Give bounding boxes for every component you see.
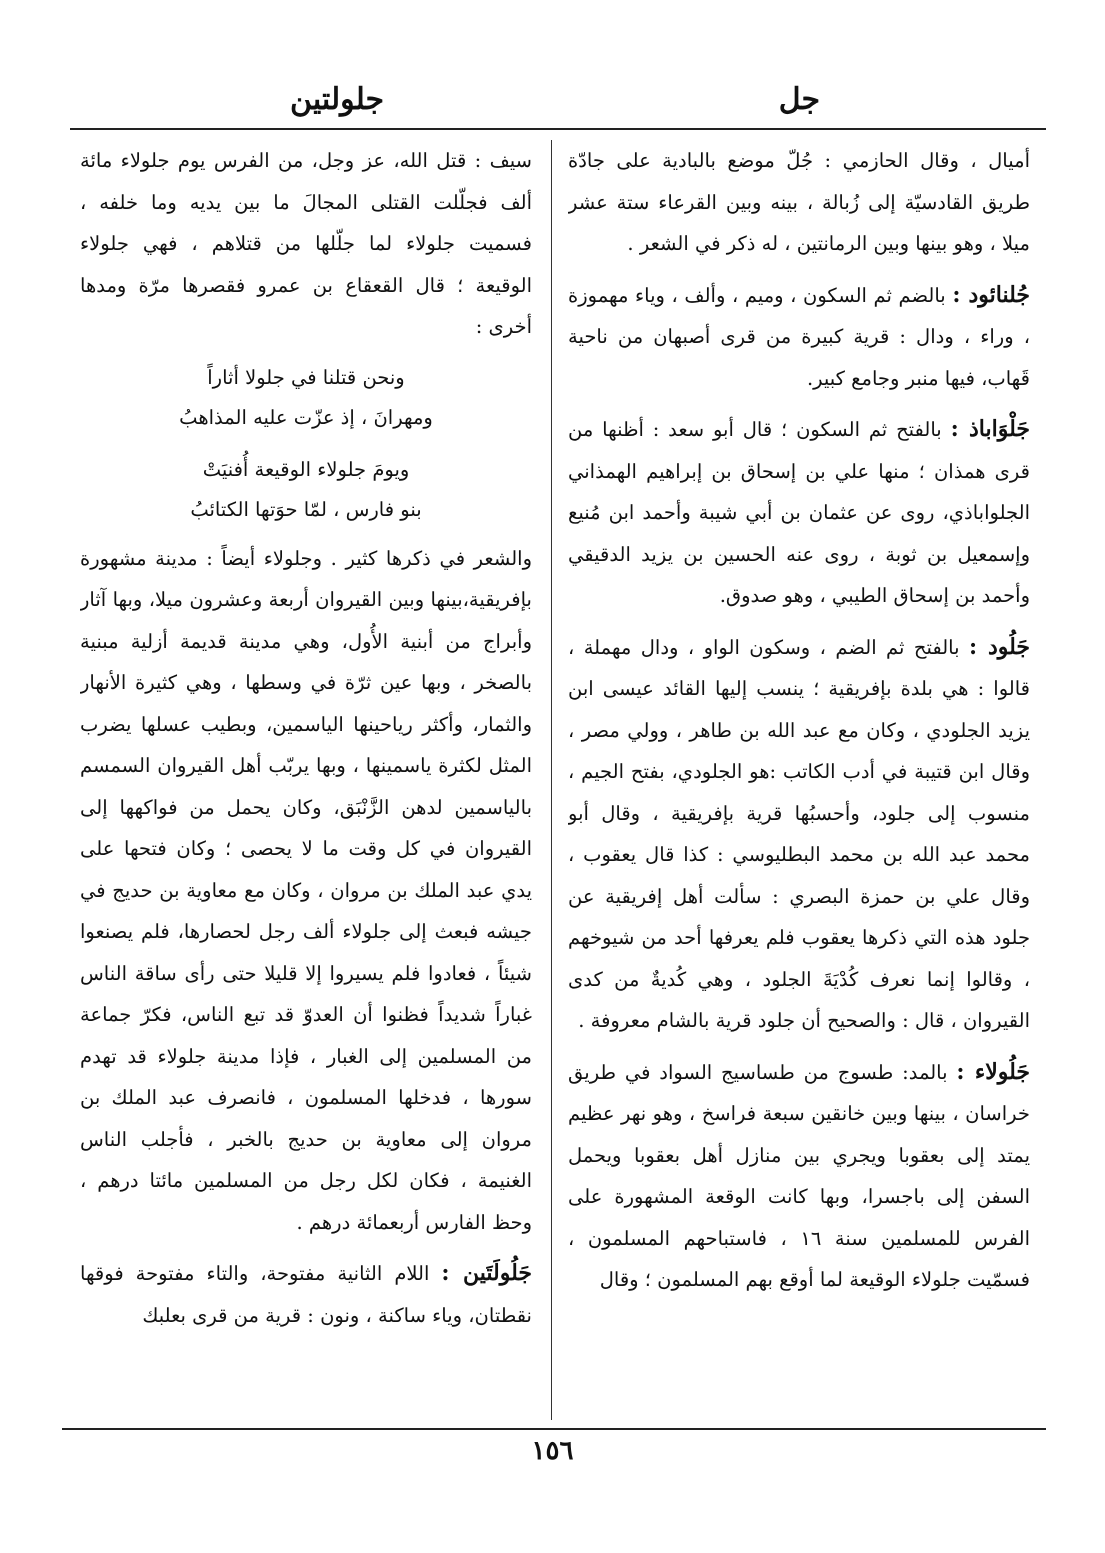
page-header: [0, 82, 1105, 122]
entry-text: بالفتح ثم السكون ؛ قال أبو سعد : أظنها من قرى همذان ؛ منها علي بن إسحاق بن إبراهيم الهمذاني الجلواباذي، روى عن عثمان بن أبي شيبة وأحمد ابن مُنيع وإسمعيل بن ثوبة ، روى عنه الحسين بن يزيد الدقيقي وأحمد بن إسحاق الطيبي ، وهو صدوق.: [568, 418, 1030, 607]
headword: جَلُود :: [968, 633, 1030, 660]
headword: جَلْوَاباذ :: [950, 416, 1030, 442]
footer-rule: [62, 1428, 1046, 1430]
entry-paragraph: والشعر في ذكرها كثير . وجلولاء أيضاً : مدينة مشهورة بإفريقية،بينها وبين القيروان أربعة وعشرون ميلا، وبها آثار وأبراج من أبنية الأُول، وهي مدينة قديمة أزلية مبنية بالصخر ، وبها عين ثرّة في وسطها ، وهي كثيرة الأنهار والثمار، وأكثر رياحينها الياسمين، وبطيب عسلها يضرب المثل لكثرة ياسمينها ، وبها يربّب أهل القيروان السمسم بالياسمين لدهن الزَّنْبَق، وكان يحمل من فواكهها إلى القيروان في كل وقت ما لا يحصى ؛ وكان فتحها على يدي عبد الملك بن مروان ، وكان مع معاوية بن حديج في جيشه فبعث إلى جلولاء ألف رجل لحصارها، فلم يصنعوا شيئاً ، فعادوا فلم يسيروا إلا قليلا حتى رأى ساقة الناس غباراً شديداً فظنوا أن العدوّ قد تبع الناس، فكرّ جماعة من المسلمين إلى الغبار ، فإذا مدينة جلولاء قد تهدم سورها ، فدخلها المسلمون ، فانصرف عبد الملك بن مروان إلى معاوية بن حديج بالخبر ، فأجلب الناس الغنيمة ، فكان لكل رجل من المسلمين مائتا درهم ، وحظ الفارس أربعمائة درهم .: [80, 546, 532, 1234]
column-divider: [551, 140, 552, 1420]
entry-continuation: أميال ، وقال الحازمي : جُلّ موضع بالبادية على جادّة طريق القادسيّة إلى زُبالة ، بينه وبين القرعاء ستة عشر ميلا ، وهو بينها وبين الرمانتين ، له ذكر في الشعر .: [568, 149, 1030, 255]
headword: جُلنائود :: [952, 281, 1030, 308]
verse-line: ويومَ جلولاء الوقيعة أُفنيَتْ: [202, 457, 410, 481]
entry-jalula: [568, 1052, 1030, 1301]
headword: جَلُولَتَين :: [441, 1260, 532, 1286]
entry-jalud: [568, 627, 1030, 1042]
running-head-left: جلولتين: [290, 82, 385, 117]
entry-julnaud: [568, 275, 1030, 400]
verse-line: بنو فارس ، لمّا حوَتها الكتائبُ: [190, 497, 422, 521]
entry-text: بالفتح ثم الضم ، وسكون الواو ، ودال مهملة ، قالوا : هي بلدة بإفريقية ؛ ينسب إليها القائد عيسى ابن يزيد الجلودي ، وكان مع عبد الله بن طاهر ، وولي مصر ، وقال ابن قتيبة في أدب الكاتب :هو الجلودي، بفتح الجيم ، منسوب إلى جلود، وأحسبُها قرية بإفريقية ، وقال أبو محمد عبد الله بن محمد البطليوسي : كذا قال يعقوب ، وقال علي بن حمزة البصري : سألت أهل إفريقية عن جلود هذه التي ذكرها يعقوب فلم يعرفها أحد من شيوخهم ، وقالوا إنما نعرف كُدْيَةَ الجلود ، وهي كُديةٌ من كدى القيروان ، قال : والصحيح أن جلود قرية بالشام معروفة .: [568, 635, 1030, 1032]
entry-text: بالضم ثم السكون ، وميم ، وألف ، وياء مهموزة ، وراء ، ودال : قرية كبيرة من قرى أصبهان من ناحية قَهاب، فيها منبر وجامع كبير.: [568, 283, 1030, 390]
entry-text: بالمد: طسوج من طساسيج السواد في طريق خراسان ، بينها وبين خانقين سبعة فراسخ ، وهو نهر عظيم يمتد إلى بعقوبا ويجري بين منازل أهل بعقوبا ويحمل السفن إلى باجسرا، وبها كانت الوقعة المشهورة على الفرس للمسلمين سنة ١٦ ، فاستباحهم المسلمون ، فسمّيت جلولاء الوقيعة لما أوقع بهم المسلمون ؛ وقال: [568, 1060, 1030, 1291]
page-number: ١٥٦: [531, 1436, 574, 1466]
entry-text: اللام الثانية مفتوحة، والتاء مفتوحة فوقها نقطتان، وياء ساكنة ، ونون : قرية من قرى بعلبك: [80, 1262, 532, 1327]
entry-jalwabadh: [568, 409, 1030, 617]
entry-jalulatayn: [80, 1253, 532, 1336]
running-head-right: جل: [778, 82, 820, 117]
entry-continuation: سيف : قتل الله، عز وجل، من الفرس يوم جلولاء مائة ألف فجلّلت القتلى المجالَ ما بين يديه وما خلفه ، فسميت جلولاء لما جلّلها من قتلاهم ، فهي جلولاء الوقيعة ؛ قال القعقاع بن عمرو فقصرها مرّة ومدها أخرى :: [80, 149, 532, 338]
left-column: [80, 140, 532, 1422]
headword: جَلُولاء :: [956, 1058, 1030, 1085]
poem: [80, 358, 532, 530]
verse-line: ومهرانَ ، إذ عزّت عليه المذاهبُ: [179, 405, 433, 429]
right-column: [568, 140, 1030, 1422]
verse-line: ونحن قتلنا في جلولا أثاراً: [207, 365, 405, 389]
header-rule: [70, 128, 1046, 130]
